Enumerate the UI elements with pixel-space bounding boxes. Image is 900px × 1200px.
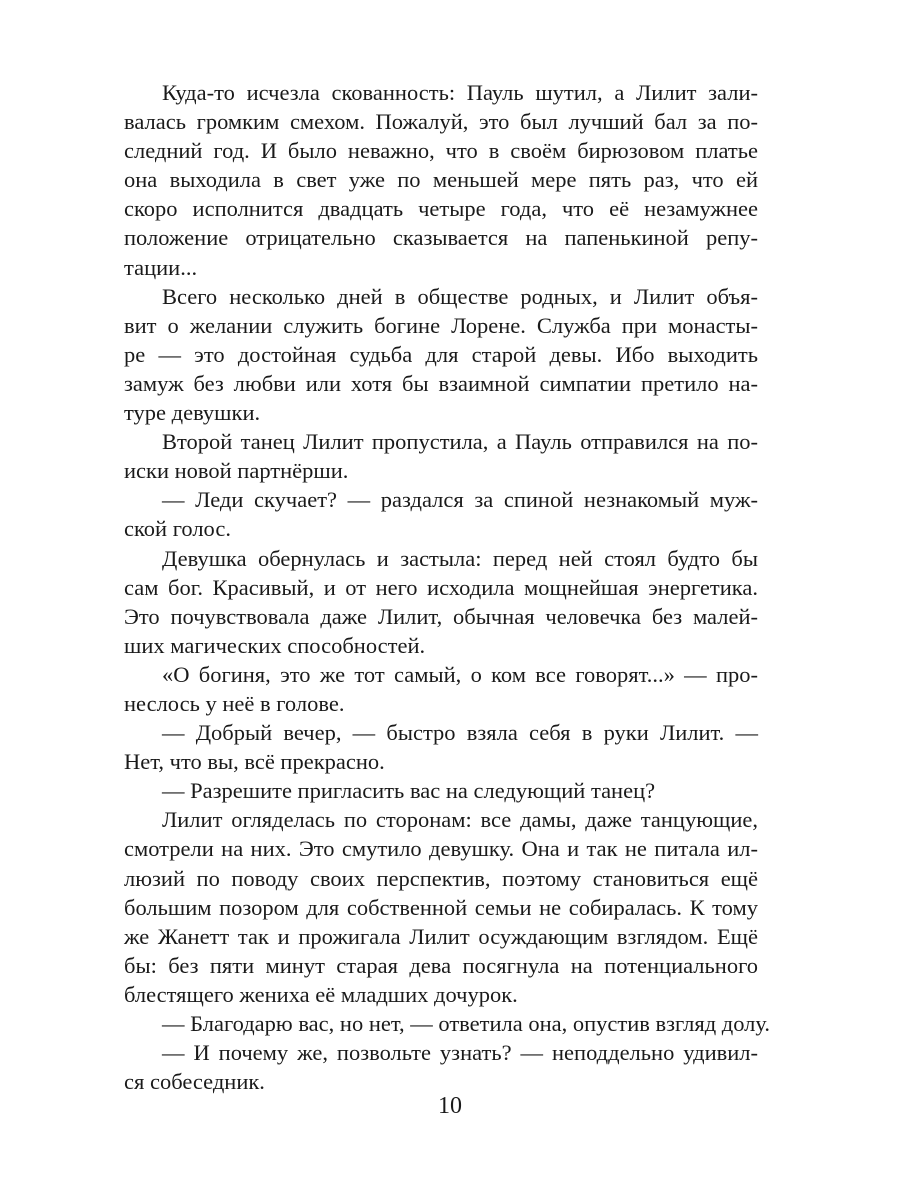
text-line: ших магических способностей.: [124, 632, 426, 658]
text-line: туре девушки.: [124, 400, 261, 426]
text-line: — И почему же, позвольте узнать? — неподдельно удивил-: [162, 1040, 758, 1066]
text-line: большим позором для собственной семьи не собиралась. К тому: [124, 894, 758, 920]
text-line: Куда-то исчезла скованность: Пауль шутил, а Лилит зали-: [162, 80, 758, 105]
text-line: Нет, что вы, всё прекрасно.: [124, 749, 385, 775]
text-line: бы: без пяти минут старая дева посягнула на потенциального: [124, 952, 758, 978]
text-line: скоро исполнится двадцать четыре года, что её незамужнее: [124, 196, 758, 222]
text-line: следний год. И было неважно, что в своём бирюзовом платье: [124, 138, 758, 164]
text-line: она выходила в свет уже по меньшей мере пять раз, что ей: [124, 167, 758, 193]
text-body: [124, 78, 771, 1096]
text-line: замуж без любви или хотя бы взаимной симпатии претило на-: [124, 370, 758, 396]
text-line: — Благодарю вас, но нет, — ответила она, опустив взгляд долу.: [162, 1011, 771, 1036]
text-line: «О богиня, это же тот самый, о ком все говорят...» — про-: [162, 661, 758, 687]
text-line: ской голос.: [124, 516, 231, 542]
text-line: Всего несколько дней в обществе родных, и Лилит объя-: [162, 283, 758, 309]
text-line: положение отрицательно сказывается на папенькиной репу-: [124, 225, 758, 251]
text-line: Второй танец Лилит пропустила, а Пауль отправился на по-: [162, 429, 758, 455]
text-line: смотрели на них. Это смутило девушку. Она и так не питала ил-: [124, 836, 758, 862]
text-line: же Жанетт так и прожигала Лилит осуждающим взглядом. Ещё: [124, 923, 758, 949]
text-line: вит о желании служить богине Лорене. Служба при монасты-: [124, 312, 758, 338]
text-line: Девушка обернулась и застыла: перед ней стоял будто бы: [162, 545, 758, 571]
text-line: люзий по поводу своих перспектив, поэтому становиться ещё: [124, 865, 758, 891]
text-line: блестящего жениха её младших дочурок.: [124, 981, 518, 1007]
text-line: Лилит огляделась по сторонам: все дамы, даже танцующие,: [162, 807, 758, 833]
text-line: сам бог. Красивый, и от него исходила мощнейшая энергетика.: [124, 574, 758, 600]
text-line: — Леди скучает? — раздался за спиной незнакомый муж-: [162, 487, 758, 513]
text-line: иски новой партнёрши.: [124, 458, 349, 484]
text-line: ре — это достойная судьба для старой девы. Ибо выходить: [124, 341, 758, 367]
text-line: — Добрый вечер, — быстро взяла себя в руки Лилит. —: [162, 720, 758, 746]
text-line: валась громким смехом. Пожалуй, это был лучший бал за по-: [124, 109, 758, 135]
text-line: Это почувствовала даже Лилит, обычная человечка без малей-: [124, 603, 758, 629]
text-line: — Разрешите пригласить вас на следующий танец?: [162, 778, 656, 804]
text-line: тации...: [124, 254, 198, 280]
page-number: 10: [438, 1093, 462, 1119]
text-line: неслось у неё в голове.: [124, 690, 345, 716]
text-line: ся собеседник.: [124, 1069, 265, 1095]
